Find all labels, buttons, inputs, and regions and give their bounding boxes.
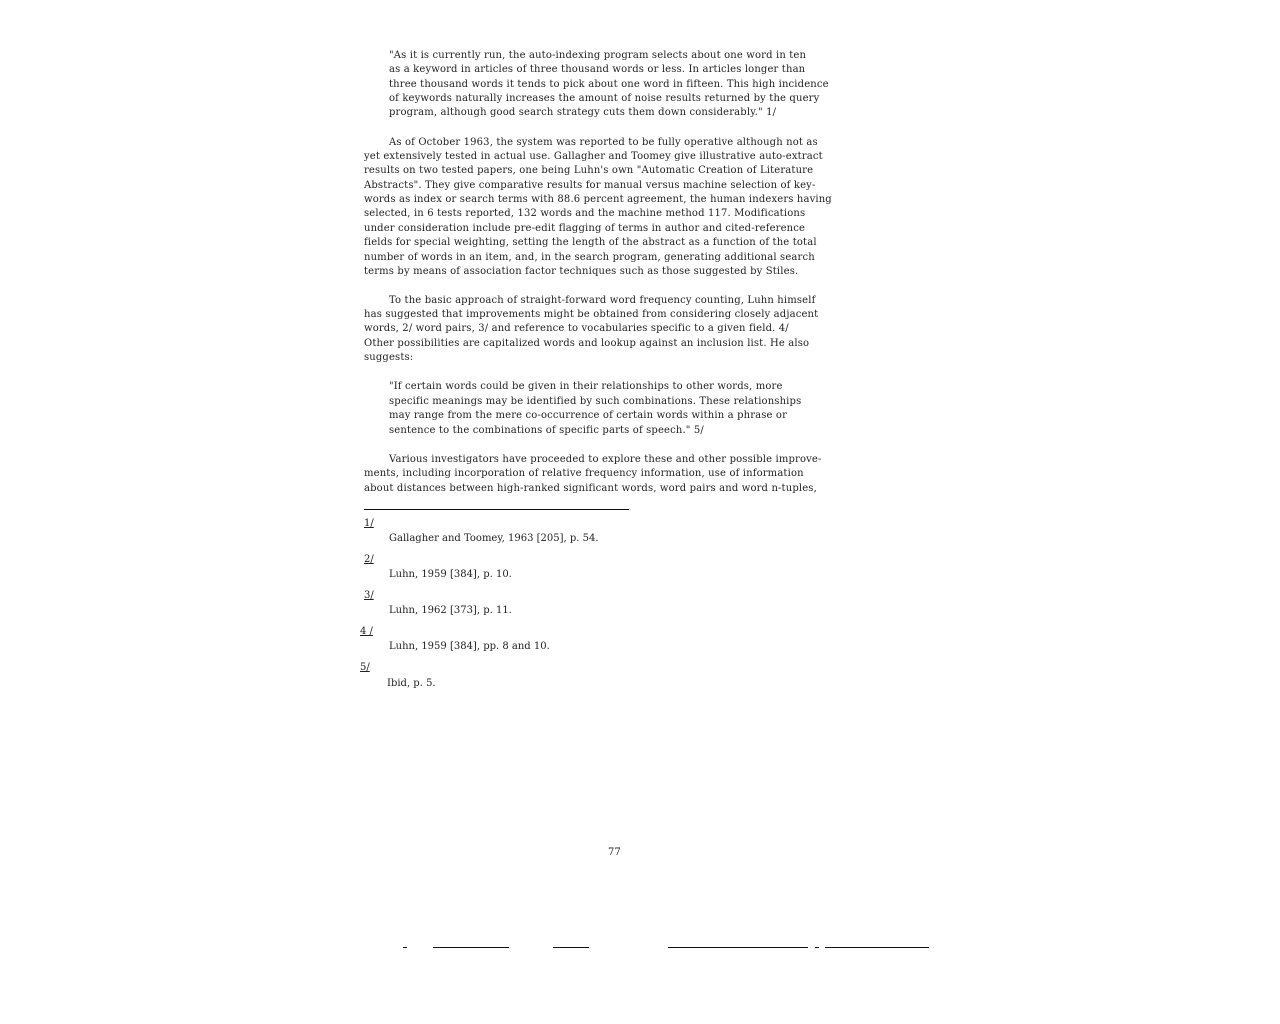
footnote-mark: 1/ — [364, 518, 374, 529]
scan-artifact-line — [668, 947, 808, 948]
paragraph-line: yet extensively tested in actual use. Gallagher and Toomey give illustrative auto-extract — [364, 151, 823, 162]
footnote-text: Gallagher and Toomey, 1963 [205], p. 54. — [389, 533, 599, 544]
scan-artifact-line — [433, 947, 509, 948]
paragraph-line: selected, in 6 tests reported, 132 words and the machine method 117. Modifications — [364, 208, 806, 219]
quote2-line: may range from the mere co-occurrence of certain words within a phrase or — [389, 410, 788, 421]
footnote-text: Luhn, 1959 [384], p. 10. — [389, 569, 512, 580]
footnote-mark: 5/ — [360, 662, 370, 673]
quote2-line: specific meanings may be identified by such combinations. These relationships — [389, 396, 802, 407]
quote1-line: three thousand words it tends to pick about one word in fifteen. This high incidence — [389, 79, 829, 90]
footnote-text: Luhn, 1962 [373], p. 11. — [389, 605, 512, 616]
paragraph-line: fields for special weighting, setting the length of the abstract as a function of the total — [364, 237, 817, 248]
paragraph-line: suggests: — [364, 352, 414, 363]
paragraph-line: Other possibilities are capitalized words and lookup against an inclusion list. He also — [364, 338, 810, 349]
paragraph-line: has suggested that improvements might be obtained from considering closely adjacent — [364, 309, 819, 320]
scan-artifact-line — [403, 947, 407, 948]
paragraph-line: number of words in an item, and, in the search program, generating additional search — [364, 252, 815, 263]
paragraph-line: words, 2/ word pairs, 3/ and reference to vocabularies specific to a given field. 4/ — [364, 323, 789, 334]
paragraph-line: words as index or search terms with 88.6 percent agreement, the human indexers having — [364, 194, 832, 205]
quote1-line: of keywords naturally increases the amount of noise results returned by the query — [389, 93, 820, 104]
paragraph-line: Various investigators have proceeded to explore these and other possible improve- — [389, 454, 822, 465]
footnote-mark: 3/ — [364, 590, 374, 601]
page-number: 77 — [608, 847, 621, 858]
quote1-line: as a keyword in articles of three thousand words or less. In articles longer than — [389, 64, 806, 75]
paragraph-line: under consideration include pre-edit flagging of terms in author and cited-reference — [364, 223, 806, 234]
quote1-line: program, although good search strategy cuts them down considerably." 1/ — [389, 107, 777, 118]
footnote-text: Ibid, p. 5. — [387, 678, 436, 689]
paragraph-line: As of October 1963, the system was reported to be fully operative although not as — [389, 137, 818, 148]
scan-artifact-line — [553, 947, 589, 948]
paragraph-line: results on two tested papers, one being Luhn's own "Automatic Creation of Literature — [364, 165, 814, 176]
paragraph-line: Abstracts". They give comparative results for manual versus machine selection of key- — [364, 180, 816, 191]
quote1-line: "As it is currently run, the auto-indexing program selects about one word in ten — [389, 50, 807, 61]
paragraph-line: terms by means of association factor techniques such as those suggested by Stiles. — [364, 266, 799, 277]
footnote-text: Luhn, 1959 [384], pp. 8 and 10. — [389, 641, 550, 652]
quote2-line: "If certain words could be given in their relationships to other words, more — [389, 381, 783, 392]
paragraph-line: To the basic approach of straight-forward word frequency counting, Luhn himself — [389, 295, 816, 306]
scan-artifact-line — [825, 947, 929, 948]
quote2-line: sentence to the combinations of specific parts of speech." 5/ — [389, 425, 704, 436]
footnote-separator — [364, 509, 629, 510]
paragraph-line: about distances between high-ranked significant words, word pairs and word n-tuples, — [364, 483, 817, 494]
paragraph-line: ments, including incorporation of relative frequency information, use of information — [364, 468, 804, 479]
footnote-mark: 2/ — [364, 554, 374, 565]
footnote-mark: 4 / — [360, 626, 373, 637]
scan-artifact-line — [815, 947, 819, 948]
